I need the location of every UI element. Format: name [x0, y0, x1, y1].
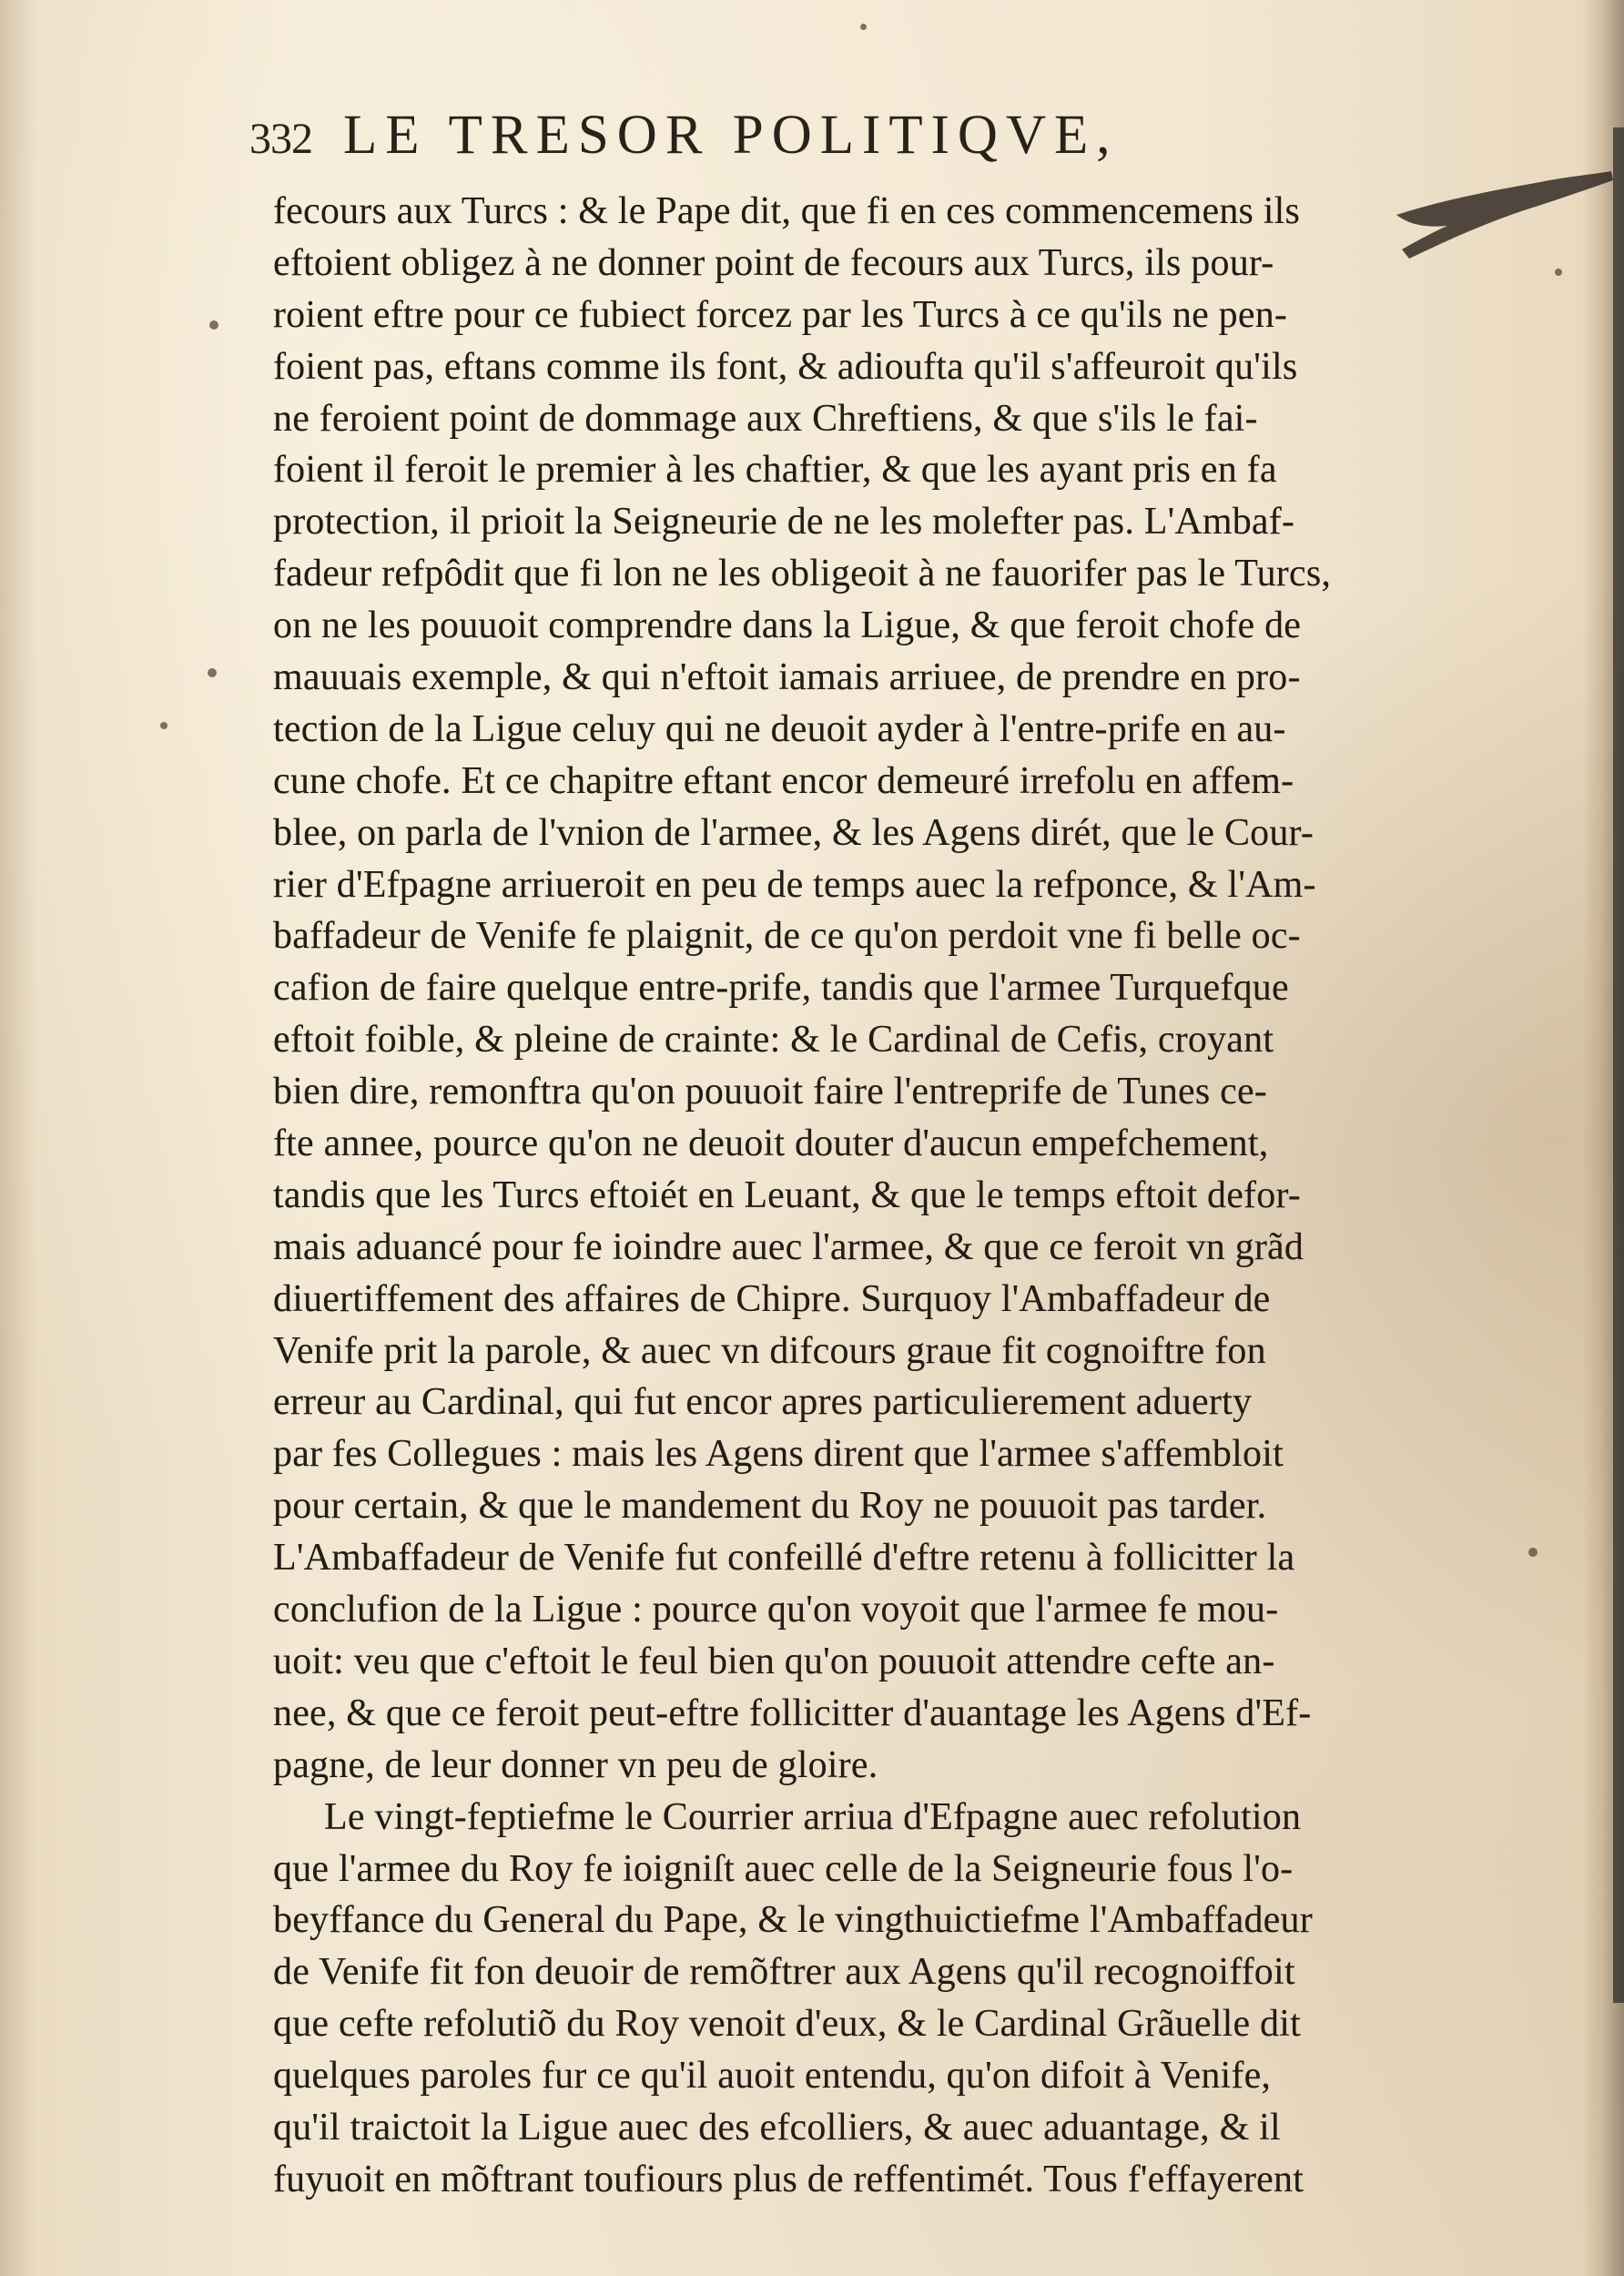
- text-line: pour certain, & que le mandement du Roy ne pouuoit pas tarder.: [273, 1485, 1267, 1528]
- text-line: erreur au Cardinal, qui fut encor apres particulierement aduerty: [273, 1381, 1253, 1424]
- page-left-shadow: [0, 0, 36, 2276]
- text-line: de Venife fit fon deuoir de remõftrer aux Agens qu'il recognoiffoit: [273, 1951, 1295, 1994]
- foxing-spot: [1555, 269, 1562, 276]
- body-text: [273, 186, 1446, 2206]
- text-line: eftoient obligez à ne donner point de fecours aux Turcs, ils pour-: [273, 241, 1274, 284]
- text-line: fecours aux Turcs : & le Pape dit, que fi en ces commencemens ils: [273, 190, 1301, 232]
- text-line: conclufion de la Ligue : pource qu'on voyoit que l'armee fe mou-: [273, 1589, 1279, 1631]
- text-line: bien dire, remonftra qu'on pouuoit faire l'entreprife de Tunes ce-: [273, 1071, 1267, 1113]
- text-line: rier d'Efpagne arriueroit en peu de temps auec la refponce, & l'Am-: [273, 863, 1316, 906]
- text-line: fuyuoit en mõftrant toufiours plus de reffentimét. Tous f'effayerent: [273, 2158, 1304, 2200]
- text-line: baffadeur de Venife fe plaignit, de ce qu'on perdoit vne fi belle oc-: [273, 915, 1301, 958]
- paragraph-start-line: Le vingt-feptiefme le Courrier arriua d'Efpagne auec refolution: [324, 1795, 1302, 1838]
- text-line: que l'armee du Roy fe ioigniſt auec celle de la Seigneurie fous l'o-: [273, 1847, 1294, 1890]
- text-line: on ne les pouuoit comprendre dans la Ligue, & que feroit chofe de: [273, 605, 1302, 647]
- text-line: Venife prit la parole, & auec vn difcours graue fit cognoiftre fon: [273, 1329, 1266, 1372]
- text-line: nee, & que ce feroit peut-eftre follicitter d'auantage les Agens d'Ef-: [273, 1692, 1312, 1734]
- running-head: LE TRESOR POLITIQVE,: [343, 105, 1119, 166]
- text-line: mais aduancé pour fe ioindre auec l'armee, & que ce feroit vn grãd: [273, 1225, 1304, 1268]
- text-line: foient pas, eftans comme ils font, & adioufta qu'il s'affeuroit qu'ils: [273, 345, 1298, 388]
- text-line: cune chofe. Et ce chapitre eftant encor demeuré irrefolu en affem-: [273, 759, 1294, 802]
- text-line: quelques paroles fur ce qu'il auoit entendu, qu'on difoit à Venife,: [273, 2055, 1272, 2098]
- text-line: blee, on parla de l'vnion de l'armee, & les Agens dirét, que le Cour-: [273, 811, 1314, 854]
- text-line: uoit: veu que c'eftoit le feul bien qu'on pouuoit attendre cefte an-: [273, 1640, 1275, 1682]
- text-line: fadeur refpôdit que fi lon ne les obligeoit à ne fauorifer pas le Turcs,: [273, 553, 1332, 595]
- text-line: pagne, de leur donner vn peu de gloire.: [273, 1743, 878, 1786]
- page-edge-strip: [1613, 127, 1624, 2003]
- text-line: diuertiffement des affaires de Chipre. Surquoy l'Ambaffadeur de: [273, 1277, 1271, 1320]
- text-line: protection, il prioit la Seigneurie de ne les molefter pas. L'Ambaf-: [273, 501, 1295, 544]
- text-line: beyffance du General du Pape, & le vingthuictiefme l'Ambaffadeur: [273, 1899, 1313, 1942]
- text-line: mauuais exemple, & qui n'eftoit iamais arriuee, de prendre en pro-: [273, 656, 1301, 699]
- page-content: [213, 107, 1469, 2201]
- foxing-spot: [860, 24, 867, 30]
- foxing-spot: [1528, 1548, 1538, 1557]
- text-line: par fes Collegues : mais les Agens dirent que l'armee s'affembloit: [273, 1433, 1284, 1476]
- text-line: que cefte refolutiõ du Roy venoit d'eux, & le Cardinal Grãuelle dit: [273, 2003, 1301, 2046]
- text-line: ne feroient point de dommage aux Chreftiens, & que s'ils le fai-: [273, 397, 1258, 440]
- text-line: eftoit foible, & pleine de crainte: & le Cardinal de Cefis, croyant: [273, 1019, 1274, 1062]
- text-line: cafion de faire quelque entre-prife, tandis que l'armee Turquefque: [273, 967, 1289, 1010]
- text-line: L'Ambaffadeur de Venife fut confeillé d'eftre retenu à follicitter la: [273, 1537, 1295, 1580]
- text-line: tandis que les Turcs eftoiét en Leuant, & que le temps eftoit defor-: [273, 1174, 1301, 1216]
- text-line: tection de la Ligue celuy qui ne deuoit ayder à l'entre-prife en au-: [273, 707, 1286, 750]
- text-line: foient il feroit le premier à les chaftier, & que les ayant pris en fa: [273, 449, 1277, 492]
- text-line: roient eftre pour ce fubiect forcez par les Turcs à ce qu'ils ne pen-: [273, 293, 1288, 336]
- foxing-spot: [160, 722, 167, 729]
- page-number: 332: [249, 115, 312, 163]
- text-line: qu'il traictoit la Ligue auec des efcolliers, & auec aduantage, & il: [273, 2106, 1281, 2149]
- text-line: fte annee, pource qu'on ne deuoit douter d'aucun empefchement,: [273, 1123, 1269, 1165]
